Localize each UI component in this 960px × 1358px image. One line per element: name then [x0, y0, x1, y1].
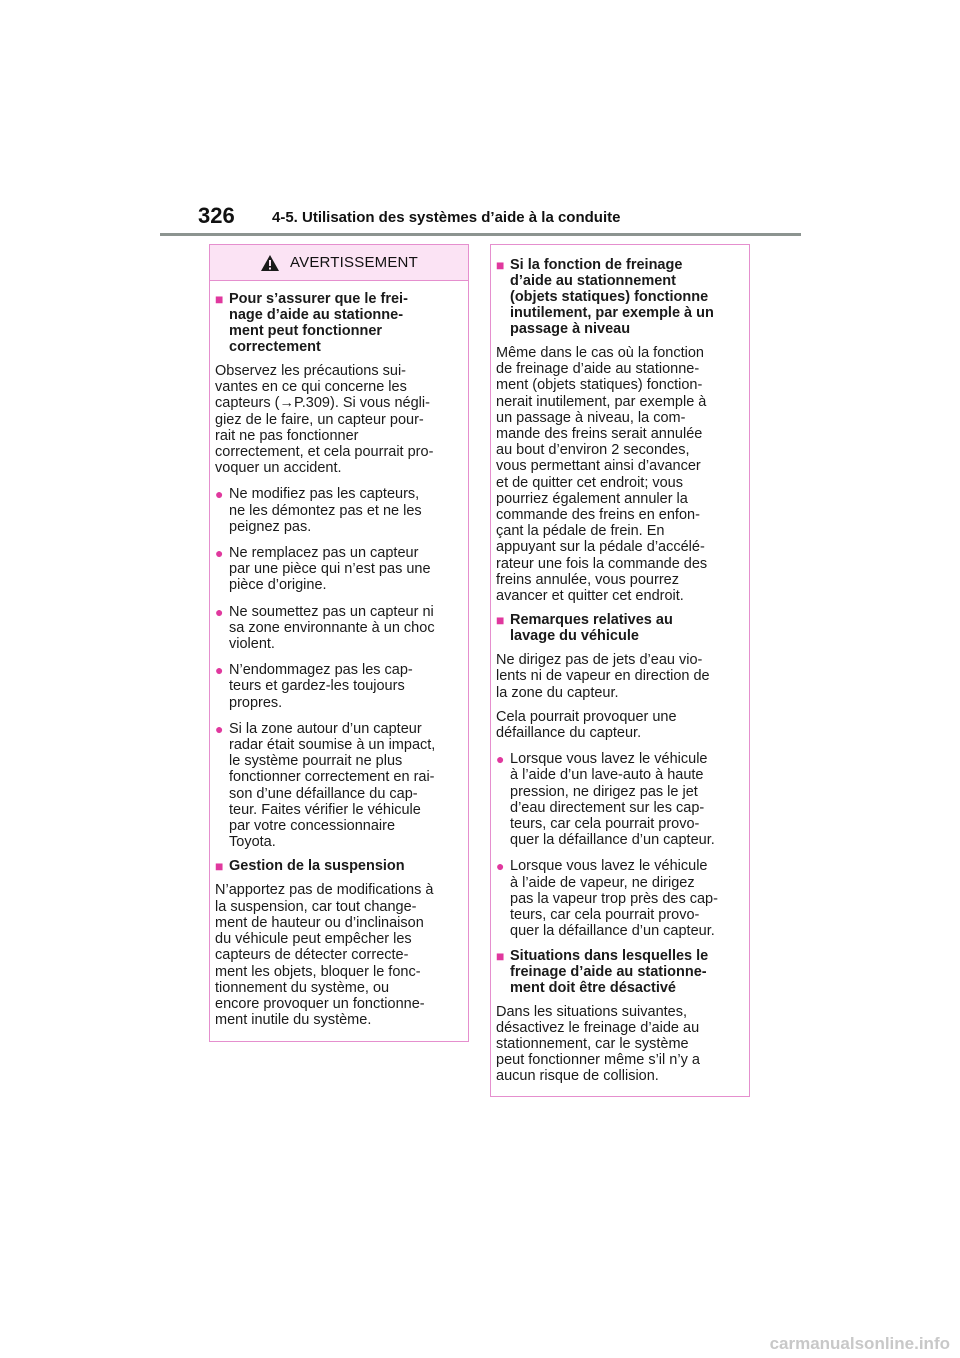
- text-line: un passage à niveau, la com-: [496, 409, 686, 426]
- text-line: du véhicule peut empêcher les: [215, 931, 412, 948]
- bullet-item: [496, 858, 743, 939]
- text-line: mande des freins serait annulée: [496, 426, 703, 443]
- bullet-dot-icon: ●: [215, 603, 224, 620]
- text-line: N’apportez pas de modifications à: [215, 882, 434, 899]
- text-line: tionnement du système, ou: [215, 979, 390, 996]
- text-line: sa zone environnante à un choc: [229, 619, 435, 636]
- text-line: le système pourrait ne plus: [229, 753, 403, 770]
- text-line: quer la défaillance d’un capteur.: [510, 923, 715, 940]
- text-line: Observez les précautions sui-: [215, 363, 406, 379]
- text-line: lents ni de vapeur en direction de: [496, 668, 710, 685]
- block-text: [510, 751, 715, 848]
- section-heading: [215, 291, 462, 355]
- text-line: lavage du véhicule: [510, 628, 639, 645]
- text-line: Toyota.: [229, 834, 276, 851]
- warning-label: AVERTISSEMENT: [290, 254, 418, 271]
- text-line: pas la vapeur trop près des cap-: [510, 890, 718, 907]
- block-text: [229, 291, 408, 355]
- header-rule: [160, 233, 801, 236]
- text-line: N’endommagez pas les cap-: [229, 662, 413, 679]
- text-line: teurs, car cela pourrait provo-: [510, 907, 700, 924]
- warning-header: [210, 245, 468, 281]
- block-text: [510, 257, 714, 337]
- text-line: ment peut fonctionner: [229, 323, 383, 339]
- text-line: inutilement, par exemple à un: [510, 305, 714, 321]
- text-line: Pour s’assurer que le frei-: [229, 291, 408, 307]
- text-line: violent.: [229, 636, 275, 653]
- bullet-item: [215, 545, 462, 594]
- bullet-item: [496, 751, 743, 848]
- page-number: 326: [198, 203, 235, 228]
- text-line: par votre concessionnaire: [229, 818, 396, 835]
- text-line: propres.: [229, 694, 283, 711]
- bullet-item: [215, 486, 462, 535]
- text-line: peut fonctionner même s’il n’y a: [496, 1052, 700, 1069]
- block-text: [229, 486, 422, 535]
- text-line: défaillance du capteur.: [496, 725, 642, 742]
- text-line: Cela pourrait provoquer une: [496, 708, 677, 725]
- block-text: [229, 604, 435, 653]
- bullet-item: [215, 662, 462, 711]
- text-line: aucun risque de collision.: [496, 1068, 659, 1085]
- text-line: ment (objets statiques) fonction-: [496, 377, 703, 394]
- text-line: pièce d’origine.: [229, 577, 327, 594]
- text-line: à l’aide d’un lave-auto à haute: [510, 767, 704, 784]
- bullet-dot-icon: ●: [496, 751, 505, 768]
- bullet-dot-icon: ●: [215, 486, 224, 503]
- text-line: Remarques relatives au: [510, 612, 673, 629]
- text-line: de freinage d’aide au stationne-: [496, 361, 700, 378]
- text-line: rait ne pas fonctionner: [215, 427, 359, 444]
- bullet-item: [215, 604, 462, 653]
- text-line: la zone du capteur.: [496, 684, 619, 701]
- text-line: et de quitter cet endroit; vous: [496, 474, 683, 491]
- text-line: d’aide au stationnement: [510, 273, 676, 289]
- text-line: pression, ne dirigez pas le jet: [510, 783, 698, 800]
- section-heading: [496, 612, 743, 644]
- text-line: à l’aide de vapeur, ne dirigez: [510, 874, 695, 891]
- section-heading: [496, 257, 743, 337]
- square-marker-icon: ■: [215, 291, 224, 307]
- block-text: [229, 721, 435, 851]
- text-line: nerait inutilement, par exemple à: [496, 393, 707, 410]
- text-line: ment de hauteur ou d’inclinaison: [215, 914, 424, 931]
- text-line: Ne modifiez pas les capteurs,: [229, 486, 420, 503]
- text-line: la suspension, car tout change-: [215, 898, 417, 915]
- text-line: ment doit être désactivé: [510, 979, 676, 996]
- text-line: teur. Faites vérifier le véhicule: [229, 801, 421, 818]
- text-line: ment les objets, bloquer le fonc-: [215, 963, 421, 980]
- block-text: [229, 662, 413, 711]
- text-line: Ne dirigez pas de jets d’eau vio-: [496, 652, 703, 669]
- text-line: Lorsque vous lavez le véhicule: [510, 751, 708, 768]
- text-line: d’eau directement sur les cap-: [510, 799, 705, 816]
- text-line: correctement, et cela pourrait pro-: [215, 444, 434, 461]
- watermark: carmanualsonline.info: [769, 1334, 950, 1353]
- block-text: [229, 858, 405, 874]
- text-line: nage d’aide au stationne-: [229, 307, 404, 323]
- text-line: Dans les situations suivantes,: [496, 1003, 688, 1020]
- text-line: Si la fonction de freinage: [510, 257, 683, 273]
- square-marker-icon: ■: [215, 858, 224, 875]
- text-line: capteurs de détecter correcte-: [215, 947, 409, 964]
- square-marker-icon: ■: [496, 612, 505, 629]
- paragraph: [215, 363, 462, 476]
- warning-box: [209, 244, 469, 1042]
- square-marker-icon: ■: [496, 947, 505, 964]
- bullet-dot-icon: ●: [215, 720, 224, 737]
- right-column-body: [491, 245, 749, 1085]
- text-line: teurs et gardez-les toujours: [229, 678, 405, 695]
- text-line: passage à niveau: [510, 321, 631, 337]
- text-line: encore provoquer un fonctionne-: [215, 995, 425, 1012]
- info-box: [490, 244, 750, 1097]
- text-line: freins annulée, vous pourrez: [496, 571, 679, 588]
- text-line: radar était soumise à un impact,: [229, 737, 436, 754]
- text-line: commande des freins en enfon-: [496, 507, 700, 524]
- text-line: çant la pédale de frein. En: [496, 523, 665, 540]
- paragraph: [215, 882, 462, 1028]
- text-line: Même dans le cas où la fonction: [496, 345, 704, 361]
- section-heading: [496, 948, 743, 996]
- bullet-item: [215, 721, 462, 851]
- text-line: capteurs (→P.309). Si vous négli-: [215, 395, 430, 412]
- paragraph: [496, 652, 743, 701]
- text-line: stationnement, car le système: [496, 1035, 689, 1052]
- text-line: freinage d’aide au stationne-: [510, 963, 707, 980]
- text-line: vous permettant ainsi d’avancer: [496, 458, 701, 475]
- section-heading: [215, 858, 462, 874]
- text-line: voquer un accident.: [215, 460, 342, 477]
- warning-triangle-icon: [260, 254, 280, 272]
- text-line: avancer et quitter cet endroit.: [496, 588, 684, 605]
- text-line: Ne soumettez pas un capteur ni: [229, 603, 434, 620]
- text-line: Gestion de la suspension: [229, 858, 405, 875]
- text-line: Lorsque vous lavez le véhicule: [510, 858, 708, 875]
- text-line: appuyant sur la pédale d’accélé-: [496, 539, 705, 556]
- text-line: peignez pas.: [229, 518, 312, 535]
- text-line: son d’une défaillance du cap-: [229, 785, 418, 802]
- text-line: par une pièce qui n’est pas une: [229, 561, 431, 578]
- text-line: giez de le faire, un capteur pour-: [215, 411, 424, 428]
- block-text: [229, 545, 431, 594]
- square-marker-icon: ■: [496, 257, 505, 273]
- block-text: [510, 948, 708, 996]
- bullet-dot-icon: ●: [215, 662, 224, 679]
- left-column-body: [210, 281, 468, 1028]
- text-line: désactivez le freinage d’aide au: [496, 1019, 700, 1036]
- text-line: Ne remplacez pas un capteur: [229, 545, 419, 562]
- text-line: rateur une fois la commande des: [496, 555, 708, 572]
- text-line: Situations dans lesquelles le: [510, 947, 709, 964]
- block-text: [510, 612, 673, 644]
- text-line: ment inutile du système.: [215, 1012, 372, 1029]
- text-line: pourriez également annuler la: [496, 490, 688, 507]
- text-line: fonctionner correctement en rai-: [229, 769, 435, 786]
- section-title: 4-5. Utilisation des systèmes d’aide à la conduite: [272, 209, 621, 226]
- text-line: vantes en ce qui concerne les: [215, 379, 407, 396]
- block-text: [510, 858, 718, 939]
- text-line: ne les démontez pas et ne les: [229, 502, 422, 519]
- text-line: Si la zone autour d’un capteur: [229, 720, 422, 737]
- paragraph: [496, 709, 743, 741]
- paragraph: [496, 345, 743, 604]
- text-line: quer la défaillance d’un capteur.: [510, 832, 715, 849]
- bullet-dot-icon: ●: [496, 858, 505, 875]
- text-line: correctement: [229, 339, 321, 355]
- text-line: au bout d’environ 2 secondes,: [496, 442, 690, 459]
- text-line: teurs, car cela pourrait provo-: [510, 816, 700, 833]
- paragraph: [496, 1004, 743, 1085]
- text-line: (objets statiques) fonctionne: [510, 289, 709, 305]
- bullet-dot-icon: ●: [215, 545, 224, 562]
